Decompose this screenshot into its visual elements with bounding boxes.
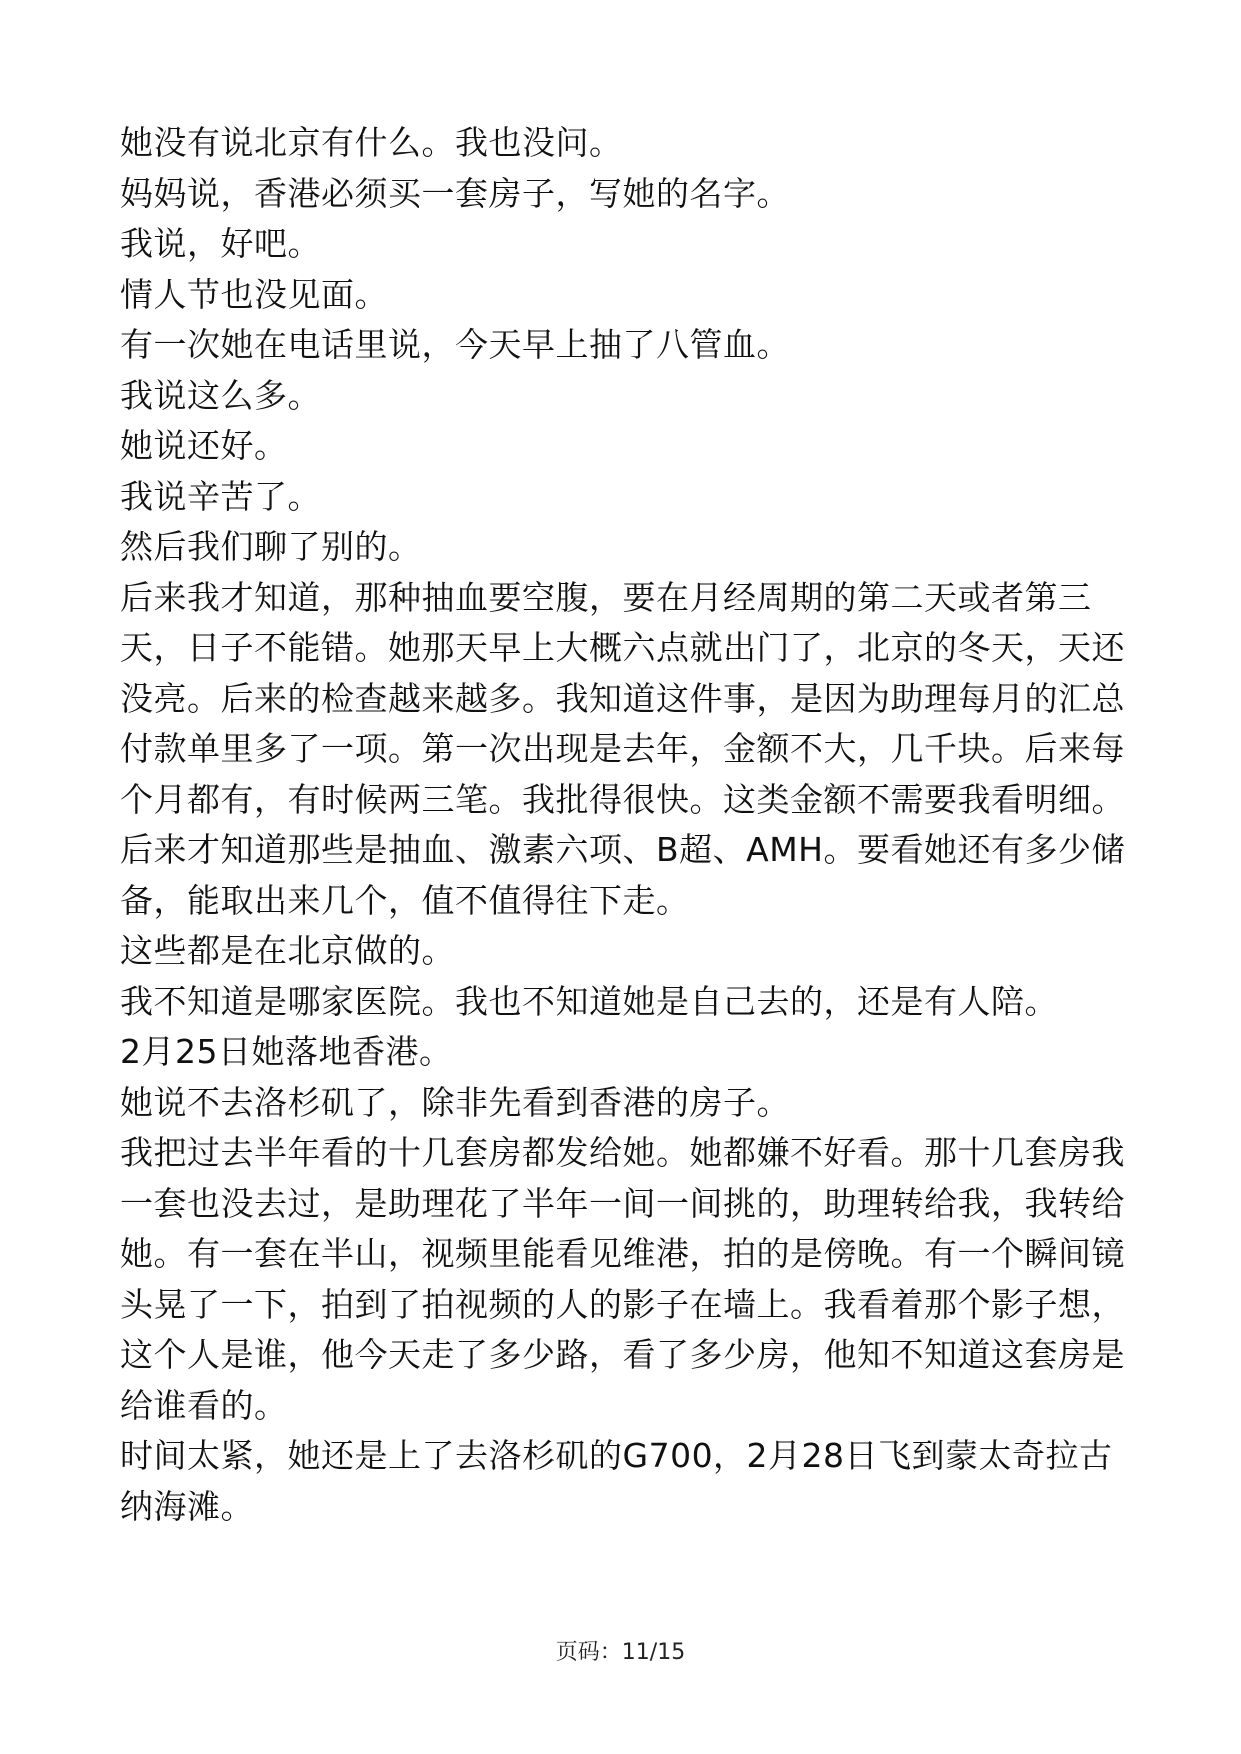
paragraph: 我说辛苦了。	[120, 476, 321, 516]
paragraph: 妈妈说，香港必须买一套房子，写她的名字。	[120, 173, 790, 213]
paragraph: 后来我才知道，那种抽血要空腹，要在月经周期的第二天或者第三天，日子不能错。她那天早上大概六点就出门了，北京的冬天，天还没亮。后来的检查越来越多。我知道这件事，是因为助理每月的汇总付款单里多了一项。第一次出现是去年，金额不大，几千块。后来每个月都有，有时候两三笔。我批得很快。这类金额不需要我看明细。后来才知道那些是抽血、激素六项、B超、AMH。要看她还有多少储备，能取出来几个，值不值得往下走。	[120, 577, 1126, 920]
paragraph: 我说，好吧。	[120, 224, 321, 263]
page-number: 页码：11/15	[555, 1640, 686, 1665]
document-body	[120, 118, 1130, 1532]
paragraph: 她没有说北京有什么。我也没问。	[120, 123, 623, 162]
paragraph: 她说不去洛杉矶了，除非先看到香港的房子。	[120, 1082, 790, 1122]
paragraph: 我把过去半年看的十几套房都发给她。她都嫌不好看。那十几套房我一套也没去过，是助理花了半年一间一间挑的，助理转给我，我转给她。有一套在半山，视频里能看见维港，拍的是傍晚。有一个瞬间镜头晃了一下，拍到了拍视频的人的影子在墙上。我看着那个影子想，这个人是谁，他今天走了多少路，看了多少房，他知不知道这套房是给谁看的。	[120, 1133, 1125, 1425]
paragraph: 然后我们聊了别的。	[120, 527, 422, 566]
paragraph: 有一次她在电话里说，今天早上抽了八管血。	[120, 325, 790, 364]
paragraph: 我不知道是哪家医院。我也不知道她是自己去的，还是有人陪。	[120, 981, 1058, 1021]
paragraph: 她说还好。	[120, 426, 288, 465]
paragraph: 我说这么多。	[120, 375, 321, 415]
paragraph: 时间太紧，她还是上了去洛杉矶的G700，2月28日飞到蒙太奇拉古纳海滩。	[120, 1436, 1113, 1526]
paragraph: 这些都是在北京做的。	[120, 931, 455, 970]
paragraph: 情人节也没见面。	[120, 274, 388, 314]
paragraph: 2月25日她落地香港。	[120, 1032, 453, 1071]
